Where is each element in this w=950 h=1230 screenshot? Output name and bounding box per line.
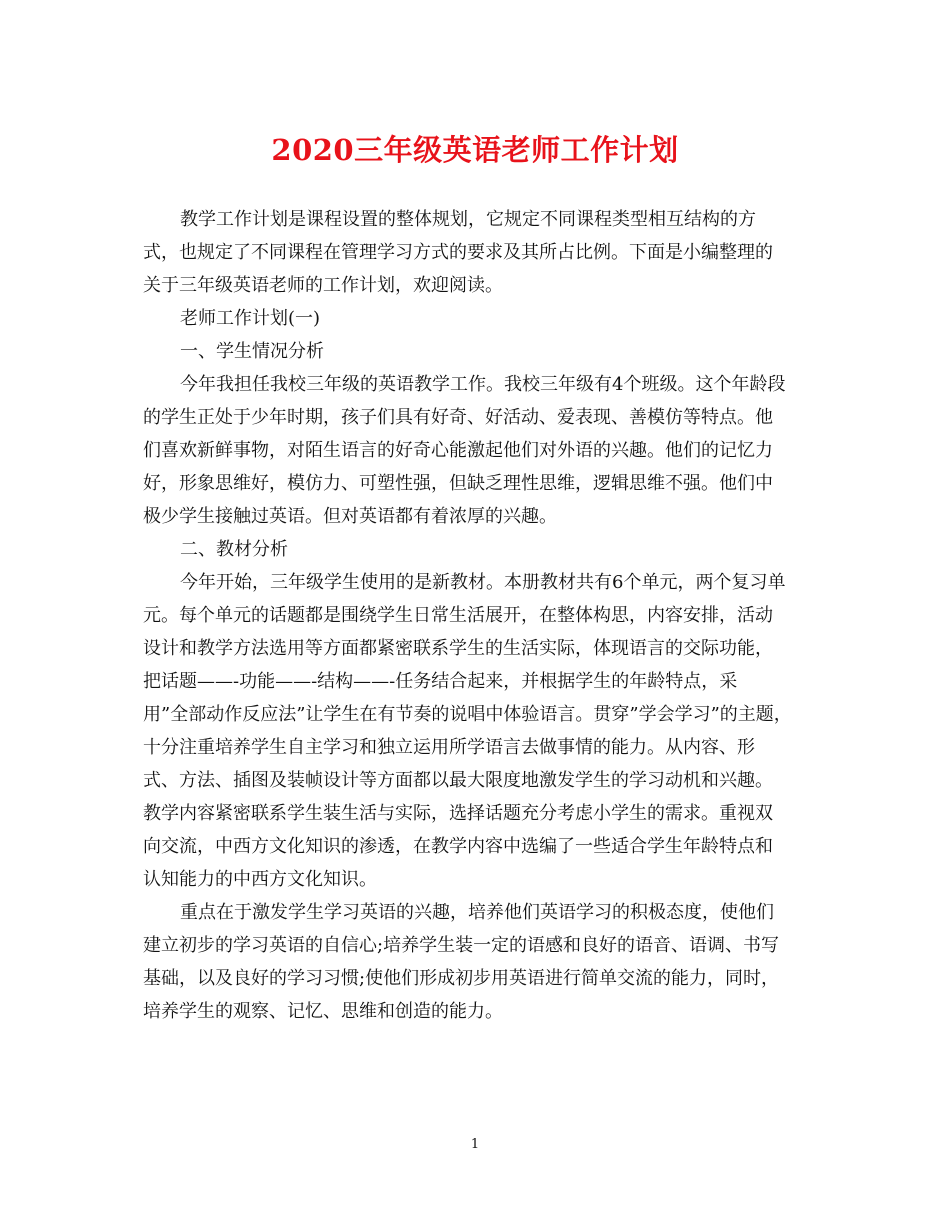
paragraph: [143, 566, 813, 896]
document-body: [143, 203, 813, 1028]
paragraph-line: 用”全部动作反应法”让学生在有节奏的说唱中体验语言。贯穿”学会学习”的主题，: [143, 704, 792, 725]
paragraph-line: 们喜欢新鲜事物，对陌生语言的好奇心能激起他们对外语的兴趣。他们的记忆力: [143, 440, 773, 461]
paragraph: [143, 335, 813, 368]
paragraph-line: 培养学生的观察、记忆、思维和创造的能力。: [143, 1001, 503, 1022]
paragraph-line: 今年开始，三年级学生使用的是新教材。本册教材共有6个单元，两个复习单: [180, 572, 786, 593]
paragraph: [143, 896, 813, 1028]
paragraph: [143, 203, 813, 302]
paragraph-line: 设计和教学方法选用等方面都紧密联系学生的生活实际，体现语言的交际功能，: [143, 638, 773, 659]
paragraph-line: 式、方法、插图及装帧设计等方面都以最大限度地激发学生的学习动机和兴趣。: [143, 770, 773, 791]
paragraph-line: 重点在于激发学生学习英语的兴趣，培养他们英语学习的积极态度，使他们: [180, 902, 774, 923]
paragraph-line: 老师工作计划(一): [180, 308, 321, 329]
paragraph-line: 教学工作计划是课程设置的整体规划，它规定不同课程类型相互结构的方: [180, 209, 756, 230]
paragraph-line: 一、学生情况分析: [180, 341, 324, 362]
paragraph-line: 极少学生接触过英语。但对英语都有着浓厚的兴趣。: [143, 506, 557, 527]
paragraph-line: 教学内容紧密联系学生装生活与实际，选择话题充分考虑小学生的需求。重视双: [143, 803, 773, 824]
paragraph-line: 关于三年级英语老师的工作计划，欢迎阅读。: [143, 275, 503, 296]
page-number: 1: [470, 1137, 480, 1152]
paragraph: [143, 368, 813, 533]
paragraph-line: 的学生正处于少年时期，孩子们具有好奇、好活动、爱表现、善模仿等特点。他: [143, 407, 773, 428]
document-title: 2020三年级英语老师工作计划: [271, 133, 679, 167]
paragraph-line: 二、教材分析: [180, 539, 288, 560]
paragraph-line: 元。每个单元的话题都是围绕学生日常生活展开，在整体构思，内容安排，活动: [143, 605, 773, 626]
paragraph-line: 式，也规定了不同课程在管理学习方式的要求及其所占比例。下面是小编整理的: [143, 242, 773, 263]
paragraph-line: 把话题——-功能——-结构——-任务结合起来，并根据学生的年龄特点，采: [143, 671, 738, 692]
paragraph-line: 认知能力的中西方文化知识。: [143, 869, 377, 890]
paragraph-line: 基础，以及良好的学习习惯;使他们形成初步用英语进行简单交流的能力，同时，: [143, 968, 780, 989]
paragraph-line: 建立初步的学习英语的自信心;培养学生装一定的语感和良好的语音、语调、书写: [143, 935, 780, 956]
paragraph: [143, 533, 813, 566]
paragraph-line: 向交流，中西方文化知识的渗透，在教学内容中选编了一些适合学生年龄特点和: [143, 836, 773, 857]
paragraph-line: 十分注重培养学生自主学习和独立运用所学语言去做事情的能力。从内容、形: [143, 737, 755, 758]
paragraph-line: 好，形象思维好，模仿力、可塑性强，但缺乏理性思维，逻辑思维不强。他们中: [143, 473, 773, 494]
paragraph: [143, 302, 813, 335]
paragraph-line: 今年我担任我校三年级的英语教学工作。我校三年级有4个班级。这个年龄段: [180, 374, 786, 395]
